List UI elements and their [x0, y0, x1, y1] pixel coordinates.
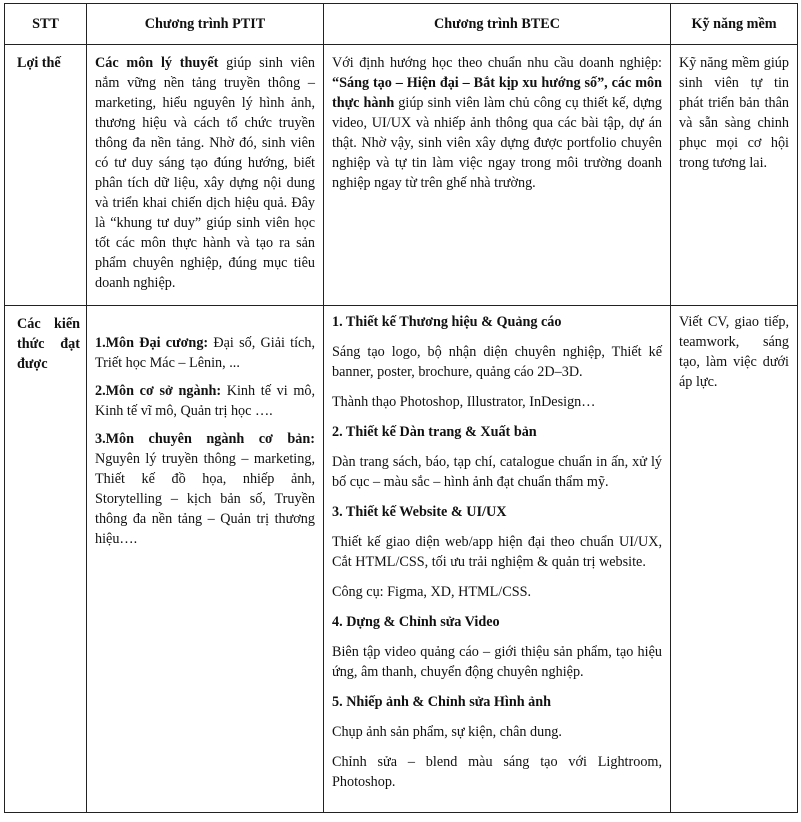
btec-section-line: Sáng tạo logo, bộ nhận diện chuyên nghiệp, Thiết kế banner, poster, brochure, quảng cáo 2D–3D.: [332, 344, 662, 380]
knowledge-btec-list: [324, 306, 670, 792]
btec-intro: Với định hướng học theo chuẩn nhu cầu doanh nghiệp:: [332, 55, 662, 71]
btec-section-heading: 5. Nhiếp ảnh & Chỉnh sửa Hình ảnh: [332, 694, 552, 710]
btec-section-heading: 4. Dựng & Chỉnh sửa Video: [332, 614, 500, 630]
ptit-subject-title: 1.Môn Đại cương:: [95, 335, 209, 351]
header-softskills: Kỹ năng mềm: [671, 4, 798, 45]
advantages-row: [5, 45, 798, 306]
ptit-subject-text: Đại số, Giải tích, Triết học Mác – Lênin, ...: [95, 335, 315, 371]
header-stt: STT: [5, 4, 87, 45]
btec-section-line: Biên tập video quảng cáo – giới thiệu sản phẩm, tạo hiệu ứng, âm thanh, chuyển động chuyên nghiệp.: [332, 644, 662, 680]
header-ptit: Chương trình PTIT: [87, 4, 324, 45]
ptit-subject-group: [95, 333, 315, 373]
btec-section-line: Chỉnh sửa – blend màu sáng tạo với Lightroom, Photoshop.: [332, 754, 662, 790]
ptit-subject-group: [95, 381, 315, 421]
btec-section-heading: 3. Thiết kế Website & UI/UX: [332, 504, 507, 520]
ptit-subject-text: Nguyên lý truyền thông – marketing, Thiết kế đồ họa, nhiếp ảnh, Storytelling – kịch bản số, Truyền thông đa nền tảng – Quản trị thương hiệu….: [95, 451, 315, 547]
header-row: [5, 4, 798, 45]
ptit-theory-text: giúp sinh viên nắm vững nền tảng truyền thông – marketing, hiểu nguyên lý hình ảnh, thương hiệu và cách tổ chức truyền thông đa nền tảng. Nhờ đó, sinh viên có tư duy sáng tạo đúng hướng, biết phân tích dữ liệu, xây dựng nội dung và triển khai chiến dịch hiệu quả. Đây là “khung tư duy” giúp sinh viên học tốt các môn thực hành và tạo ra sản phẩm chuyên nghiệp, đúng mục tiêu doanh nghiệp.: [95, 55, 315, 291]
btec-section-line: Thành thạo Photoshop, Illustrator, InDesign…: [332, 394, 596, 410]
ptit-subject-title: 2.Môn cơ sở ngành:: [95, 383, 222, 399]
btec-section-heading: 1. Thiết kế Thương hiệu & Quảng cáo: [332, 314, 562, 330]
knowledge-ptit-list: [87, 306, 323, 549]
ptit-subject-title: 3.Môn chuyên ngành cơ bản:: [95, 431, 315, 447]
btec-section-line: Thiết kế giao diện web/app hiện đại theo chuẩn UI/UX, Cắt HTML/CSS, tối ưu trải nghiệm & quản trị website.: [332, 534, 662, 570]
btec-section-line: Dàn trang sách, báo, tạp chí, catalogue chuẩn in ấn, xử lý bố cục – màu sắc – hình ảnh đạt chuẩn thẩm mỹ.: [332, 454, 662, 490]
advantages-ptit-text: [87, 45, 323, 299]
knowledge-label: Các kiến thức đạt được: [17, 316, 80, 372]
header-btec: Chương trình BTEC: [324, 4, 671, 45]
advantages-btec-text: [324, 45, 670, 199]
btec-practice-text: giúp sinh viên làm chủ công cụ thiết kế, dựng video, UI/UX và nhiếp ảnh thông qua các bài tập, dự án thật. Nhờ vậy, sinh viên xây dựng được portfolio chuyên nghiệp và tự tin làm việc ngay trong môi trường doanh nghiệp ngay từ trên ghế nhà trường.: [332, 95, 662, 191]
ptit-subject-text: Kinh tế vi mô, Kinh tế vĩ mô, Quản trị học ….: [95, 383, 315, 419]
advantages-label-cell: [5, 45, 87, 306]
advantages-btec-cell: [324, 45, 671, 306]
knowledge-ptit-cell: [87, 306, 324, 813]
ptit-theory-bold: Các môn lý thuyết: [95, 55, 219, 71]
program-comparison-table: [4, 3, 798, 813]
advantages-softskills-cell: [671, 45, 798, 306]
knowledge-btec-cell: [324, 306, 671, 813]
btec-section-heading: 2. Thiết kế Dàn trang & Xuất bản: [332, 424, 537, 440]
btec-section-line: Chụp ảnh sản phẩm, sự kiện, chân dung.: [332, 724, 562, 740]
knowledge-softskills-text: Viết CV, giao tiếp, teamwork, sáng tạo, làm việc dưới áp lực.: [679, 314, 789, 390]
advantages-ptit-cell: [87, 45, 324, 306]
btec-section-line: Công cụ: Figma, XD, HTML/CSS.: [332, 584, 532, 600]
knowledge-label-cell: [5, 306, 87, 813]
advantages-label: Lợi thế: [17, 55, 61, 71]
ptit-subject-group: [95, 429, 315, 549]
btec-slogan-bold: “Sáng tạo – Hiện đại – Bắt kịp xu hướng số”, các môn thực hành: [332, 75, 662, 111]
knowledge-softskills-cell: [671, 306, 798, 813]
advantages-softskills-text: Kỹ năng mềm giúp sinh viên tự tin phát triển bản thân và sẵn sàng chinh phục mọi cơ hội trong tương lai.: [679, 55, 789, 171]
knowledge-row: [5, 306, 798, 813]
